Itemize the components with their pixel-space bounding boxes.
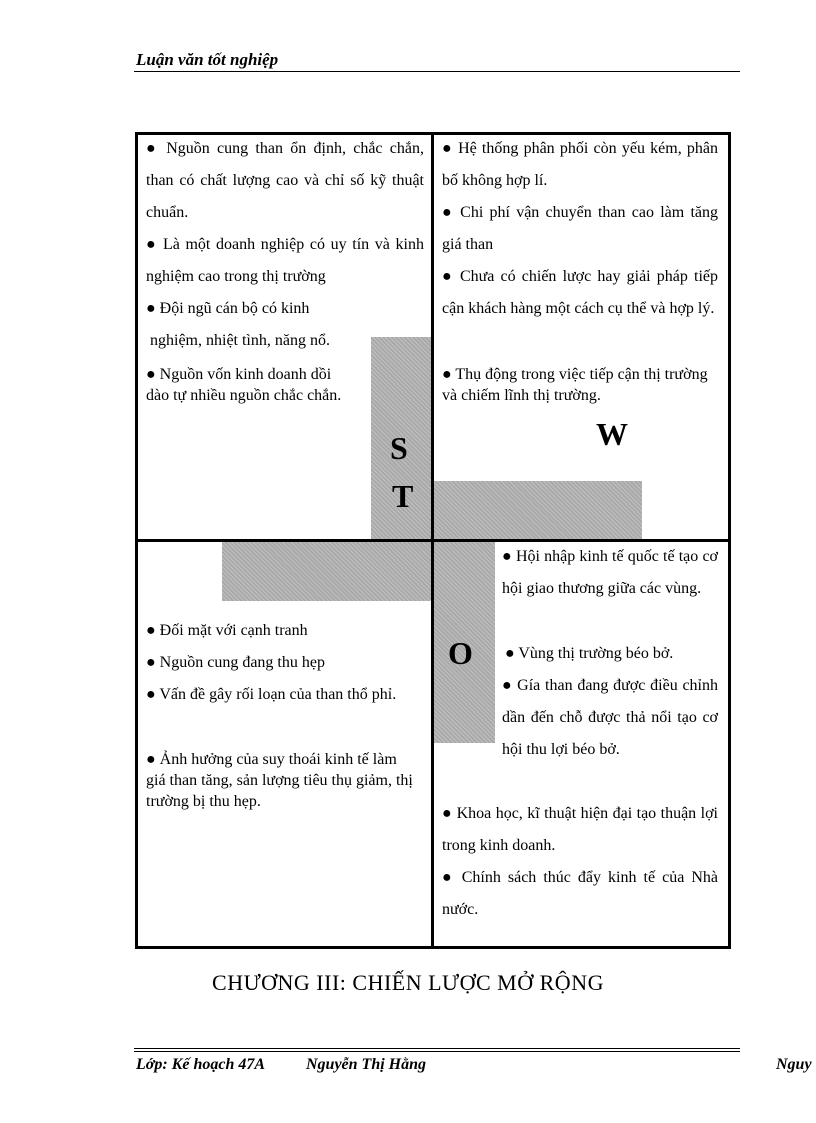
letter-o: O [448, 635, 473, 671]
opportunity-item-3: ● Gía than đang được điều chỉnh dần đến chỗ được thả nổi tạo cơ hội thu lợi béo bở. [502, 677, 718, 758]
footer-rule-2 [134, 1051, 740, 1052]
weakness-item-4: ● Thụ động trong việc tiếp cận thị trường và chiếm lĩnh thị trường. [442, 366, 708, 404]
strength-item-3-cont: nghiệm, nhiệt tình, năng nổ. [150, 332, 330, 349]
letter-t: T [392, 478, 414, 514]
opportunity-item-1: ● Hội nhập kinh tế quốc tế tạo cơ hội giao thương giữa các vùng. [502, 548, 718, 597]
weakness-item-2: ● Chi phí vận chuyển than cao làm tăng giá than [442, 204, 718, 253]
running-header-title: Luận văn tốt nghiệp [136, 50, 279, 69]
strength-item-4: ● Nguồn vốn kinh doanh dồi dào tự nhiều nguồn chắc chắn. [146, 366, 342, 404]
strength-item-2: ● Là một doanh nghiệp có uy tín và kinh nghiệm cao trong thị trường [146, 236, 424, 285]
header-rule [134, 71, 740, 72]
footer-author: Nguyễn Thị Hằng [306, 1056, 427, 1073]
weakness-item-3: ● Chưa có chiến lược hay giải pháp tiếp cận khách hàng một cách cụ thể và hợp lý. [442, 268, 718, 317]
strength-item-1: ● Nguồn cung than ổn định, chắc chắn, than có chất lượng cao và chỉ số kỹ thuật chuẩn. [146, 140, 424, 221]
threat-item-2: ● Nguồn cung đang thu hẹp [146, 654, 325, 671]
opportunity-item-2: ● Vùng thị trường béo bở. [505, 645, 674, 662]
threat-item-1: ● Đối mặt với cạnh tranh [146, 622, 308, 639]
footer-class: Lớp: Kế hoạch 47A [136, 1056, 266, 1073]
threat-item-4: ● Ảnh hưởng của suy thoái kinh tế làm giá than tăng, sản lượng tiêu thụ giảm, thị trường bị thu hẹp. [146, 751, 413, 810]
footer-rule-1 [134, 1048, 740, 1049]
opportunity-item-5: ● Chính sách thúc đẩy kinh tế của Nhà nước. [442, 869, 718, 918]
footer-cut-text: Nguy [776, 1056, 812, 1073]
opportunity-item-4: ● Khoa học, kĩ thuật hiện đại tạo thuận lợi trong kinh doanh. [442, 805, 718, 854]
letter-w: W [596, 416, 628, 452]
chapter-title: CHƯƠNG III: CHIẾN LƯỢC MỞ RỘNG [212, 970, 604, 995]
threat-item-3: ● Vấn đề gây rối loạn của than thổ phỉ. [146, 686, 397, 703]
letter-s: S [390, 430, 408, 466]
weakness-item-1: ● Hệ thống phân phối còn yếu kém, phân bố không hợp lí. [442, 140, 718, 189]
strength-item-3: ● Đội ngũ cán bộ có kinh [146, 300, 310, 317]
